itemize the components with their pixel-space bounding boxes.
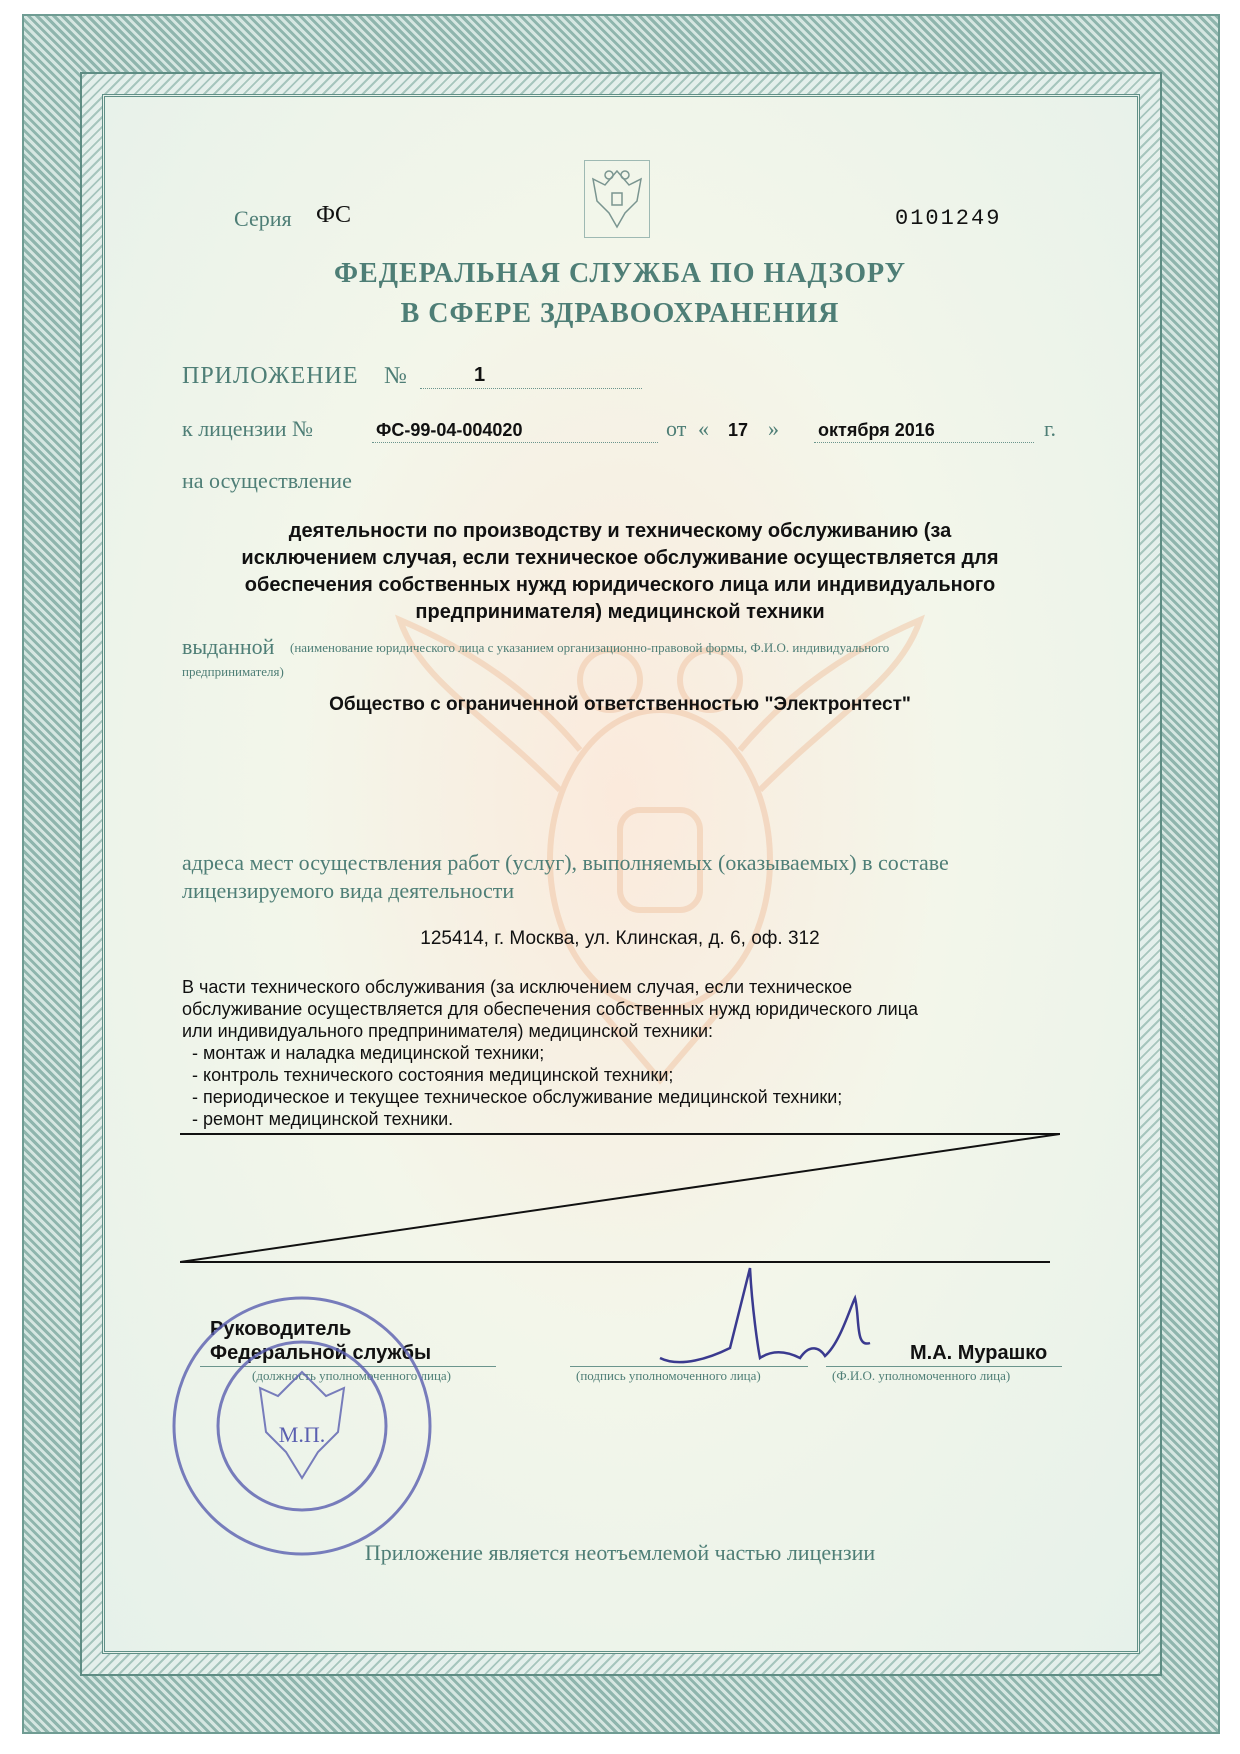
position-caption: (должность уполномоченного лица): [252, 1368, 452, 1383]
services-item: - ремонт медицинской техники.: [192, 1109, 454, 1129]
form-number: 0101249: [895, 206, 1002, 231]
series-value: ФС: [316, 202, 351, 228]
activity-line: исключением случая, если техническое обслуживание осуществляется для: [241, 547, 999, 569]
quote-open: «: [698, 416, 709, 441]
blank-space-strike-lines: [180, 1128, 1060, 1268]
quote-close: »: [768, 416, 779, 441]
address-label-line1: адреса мест осуществления работ (услуг), выполняемых (оказываемых) в составе: [182, 850, 949, 875]
coat-of-arms-icon: [584, 160, 650, 238]
org-title-line1: ФЕДЕРАЛЬНАЯ СЛУЖБА ПО НАДЗОРУ: [333, 258, 907, 289]
signer-position-line2: Федеральной службы: [210, 1342, 432, 1364]
services-line: В части технического обслуживания (за исключением случая, если техническое: [182, 977, 853, 997]
license-day: 17: [728, 420, 749, 440]
appendix-no-sign: №: [384, 363, 407, 389]
license-label: к лицензии №: [182, 416, 313, 441]
issued-note-line2: предпринимателя): [182, 664, 284, 679]
license-from-label: от: [666, 416, 687, 441]
appendix-number: 1: [474, 364, 486, 386]
issued-label: выданной: [182, 634, 275, 659]
activity-text: [120, 518, 1120, 626]
company-name: Общество с ограниченной ответственностью "Электронтест": [329, 694, 911, 715]
activity-line: деятельности по производству и техническому обслуживанию (за: [288, 520, 952, 542]
services-list: [182, 976, 1082, 1130]
services-item: - монтаж и наладка медицинской техники;: [192, 1043, 545, 1063]
license-number: ФС-99-04-004020: [376, 420, 523, 440]
services-item: - контроль технического состояния медицинской техники;: [192, 1065, 674, 1085]
signature-caption: (подпись уполномоченного лица): [576, 1368, 761, 1383]
stamp-mark-text: М.П.: [278, 1422, 326, 1447]
license-month-year: октября 2016: [818, 420, 935, 440]
official-seal-stamp: [168, 1292, 436, 1560]
org-title-line2: В СФЕРЕ ЗДРАВООХРАНЕНИЯ: [400, 298, 840, 329]
address-label-line2: лицензируемого вида деятельности: [182, 878, 515, 903]
services-item: - периодическое и текущее техническое обслуживание медицинской техники;: [192, 1087, 843, 1107]
signer-position-line1: Руководитель: [210, 1318, 352, 1340]
address-value: 125414, г. Москва, ул. Клинская, д. 6, оф. 312: [420, 928, 820, 949]
license-number-underline: [372, 442, 658, 443]
activity-line: предпринимателя) медицинской техники: [415, 601, 825, 623]
appendix-label: ПРИЛОЖЕНИЕ: [182, 363, 359, 389]
activity-line: обеспечения собственных нужд юридического лица или индивидуального: [244, 574, 996, 596]
signer-name: М.А. Мурашко: [910, 1342, 1048, 1364]
name-caption: (Ф.И.О. уполномоченного лица): [832, 1368, 1011, 1383]
year-suffix: г.: [1044, 416, 1057, 441]
license-date-underline: [814, 442, 1034, 443]
services-line: или индивидуального предпринимателя) медицинской техники:: [182, 1021, 714, 1041]
services-line: обслуживание осуществляется для обеспечения собственных нужд юридического лица: [182, 999, 919, 1019]
footer-note: Приложение является неотъемлемой частью лицензии: [364, 1540, 876, 1565]
handwritten-signature: [640, 1248, 890, 1388]
appendix-underline: [420, 388, 642, 389]
issued-note-line1: (наименование юридического лица с указанием организационно-правовой формы, Ф.И.О. индивидуального: [290, 640, 890, 655]
activity-label: на осуществление: [182, 468, 352, 493]
series-label: Серия: [234, 206, 292, 231]
